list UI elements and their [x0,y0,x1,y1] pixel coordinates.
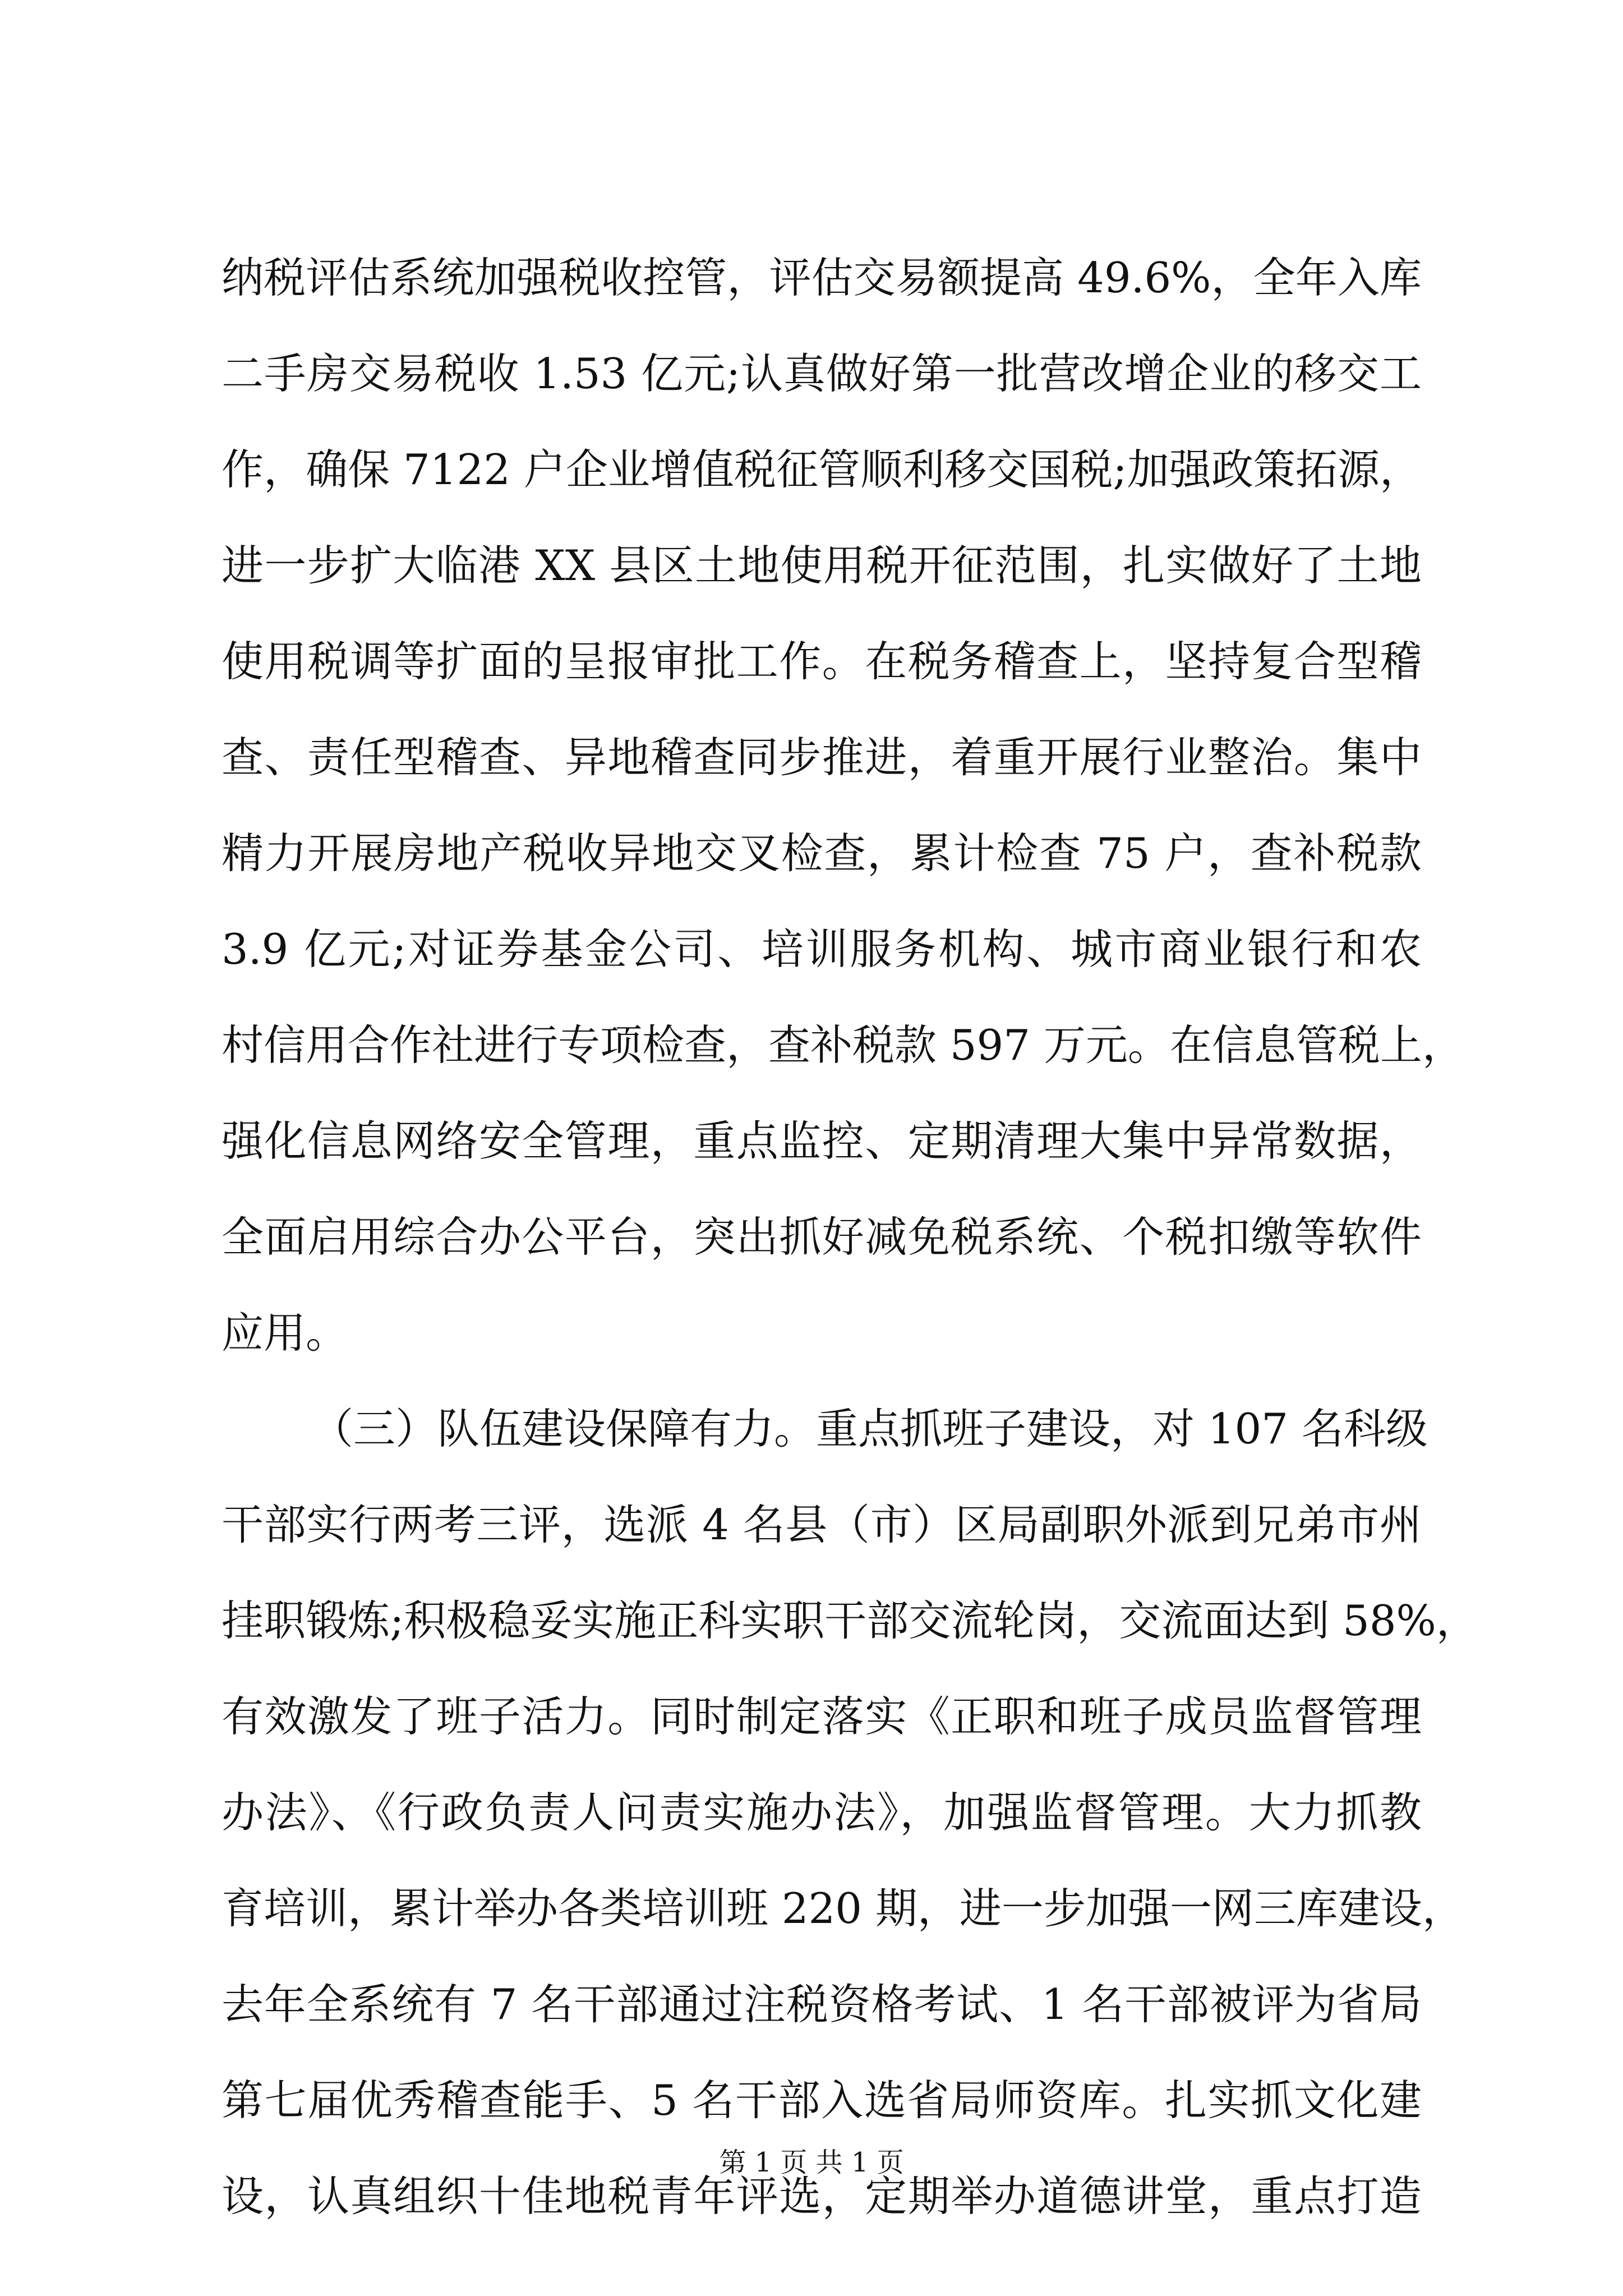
body-text [222,230,1478,2244]
text-line: 应用。 [222,1308,348,1358]
text-line: 纳税评估系统加强税收控管，评估交易额提高 49.6%，全年入库 [222,253,1422,302]
text-line: 干部实行两考三评，选派 4 名县（市）区局副职外派到兄弟市州 [222,1500,1422,1549]
text-line: 使用税调等扩面的呈报审批工作。在税务稽查上，坚持复合型稽 [222,637,1422,686]
text-line: （三）队伍建设保障有力。重点抓班子建设，对 107 名科级 [311,1404,1428,1453]
text-line: 3.9 亿元;对证券基金公司、培训服务机构、城市商业银行和农 [222,924,1422,974]
text-line: 有效激发了班子活力。同时制定落实《正职和班子成员监督管理 [222,1692,1422,1741]
text-line: 第七届优秀稽查能手、5 名干部入选省局师资库。扎实抓文化建 [222,2076,1422,2125]
text-line: 二手房交易税收 1.53 亿元;认真做好第一批营改增企业的移交工 [222,349,1422,398]
text-line: 全面启用综合办公平台，突出抓好减免税系统、个税扣缴等软件 [222,1212,1422,1262]
text-line: 精力开展房地产税收异地交叉检查，累计检查 75 户，查补税款 [222,829,1422,878]
text-line: 设，认真组织十佳地税青年评选，定期举办道德讲堂，重点打造 [222,2171,1422,2221]
text-line: 村信用合作社进行专项检查，查补税款 597 万元。在信息管税上， [222,1020,1464,1070]
text-line: 育培训，累计举办各类培训班 220 期，进一步加强一网三库建设， [222,1884,1464,1933]
text-line: 去年全系统有 7 名干部通过注税资格考试、1 名干部被评为省局 [222,1980,1422,2029]
text-line: 进一步扩大临港 XX 县区土地使用税开征范围，扎实做好了土地 [222,541,1422,590]
text-line: 查、责任型稽查、异地稽查同步推进，着重开展行业整治。集中 [222,733,1422,782]
text-line: 作，确保 7122 户企业增值税征管顺利移交国税;加强政策拓源， [222,445,1422,494]
text-line: 挂职锻炼;积极稳妥实施正科实职干部交流轮岗，交流面达到 58%， [222,1596,1478,1645]
text-line: 强化信息网络安全管理，重点监控、定期清理大集中异常数据， [222,1116,1422,1166]
text-line: 办法》、《行政负责人问责实施办法》，加强监督管理。大力抓教 [222,1788,1422,1837]
page-footer: 第 1 页 共 1 页 [719,2147,904,2178]
